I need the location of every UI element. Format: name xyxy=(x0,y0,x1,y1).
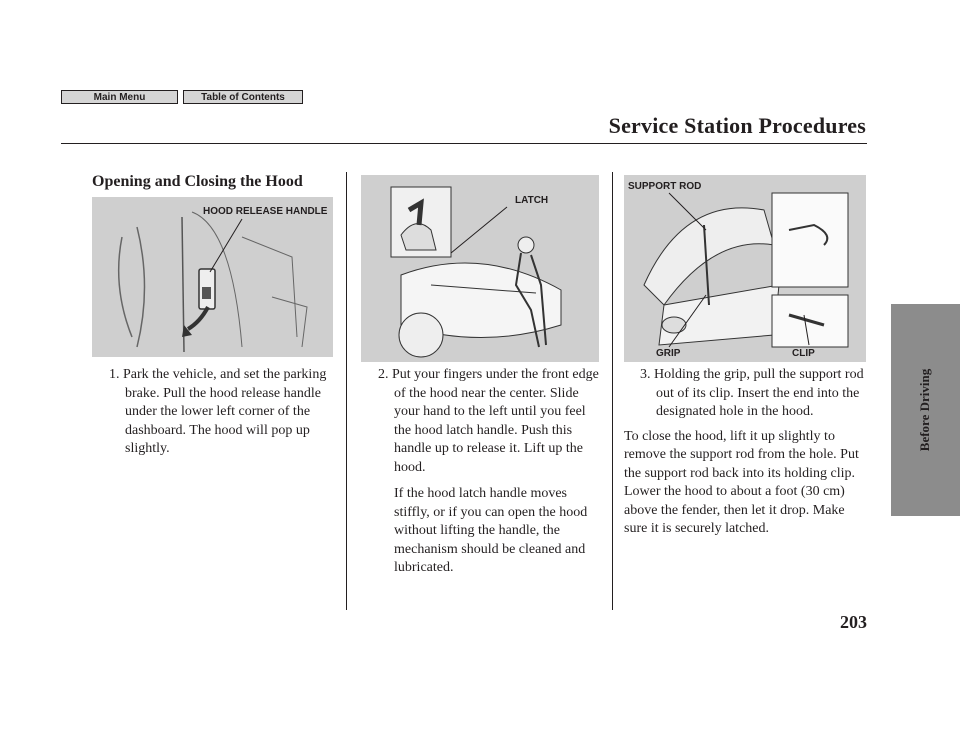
main-menu-button[interactable]: Main Menu xyxy=(61,90,178,104)
latch-illustration xyxy=(361,175,599,362)
step-1-text: 1. Park the vehicle, and set the parking brake. Pull the hood release handle under the lower left corner of the dashboard. The hood will pop up slightly. xyxy=(109,367,327,456)
column-divider-2 xyxy=(612,172,613,610)
hood-release-handle-label: HOOD RELEASE HANDLE xyxy=(203,206,328,217)
clip-label: CLIP xyxy=(792,348,815,359)
header-divider xyxy=(61,143,867,144)
grip-label: GRIP xyxy=(656,348,681,359)
closing-hood-text: To close the hood, lift it up slightly to remove the support rod from the hole. Put the support rod back into its holding clip. Lower the hood to about a foot (30 cm) above the fender, then let it drop. Make sure it is securely latched. xyxy=(624,428,859,536)
column-2-text xyxy=(378,366,606,578)
latch-figure xyxy=(361,175,599,362)
section-side-label: Before Driving xyxy=(917,368,932,452)
step-2-text: 2. Put your fingers under the front edge of the hood near the center. Slide your hand to the left until you feel the hood latch handle. Push this handle up to release it. Lift up the hood. xyxy=(378,367,599,475)
step-2-note: If the hood latch handle moves stiffly, or if you can open the hood without lifting the handle, the mechanism should be cleaned and lubricated. xyxy=(394,486,588,575)
step-3-text: 3. Holding the grip, pull the support rod out of its clip. Insert the end into the designated hole in the hood. xyxy=(640,367,864,419)
section-heading: Opening and Closing the Hood xyxy=(92,173,303,190)
column-3-text xyxy=(624,366,869,539)
hood-release-illustration xyxy=(92,197,333,357)
column-divider-1 xyxy=(346,172,347,610)
support-rod-illustration xyxy=(624,175,866,362)
latch-label: LATCH xyxy=(515,195,549,206)
page-number: 203 xyxy=(840,612,867,632)
column-1-text xyxy=(109,366,341,459)
support-rod-label: SUPPORT ROD xyxy=(628,181,702,192)
table-of-contents-button[interactable]: Table of Contents xyxy=(183,90,303,104)
page-title: Service Station Procedures xyxy=(608,113,866,138)
support-rod-figure xyxy=(624,175,866,362)
hood-release-figure xyxy=(92,197,333,357)
